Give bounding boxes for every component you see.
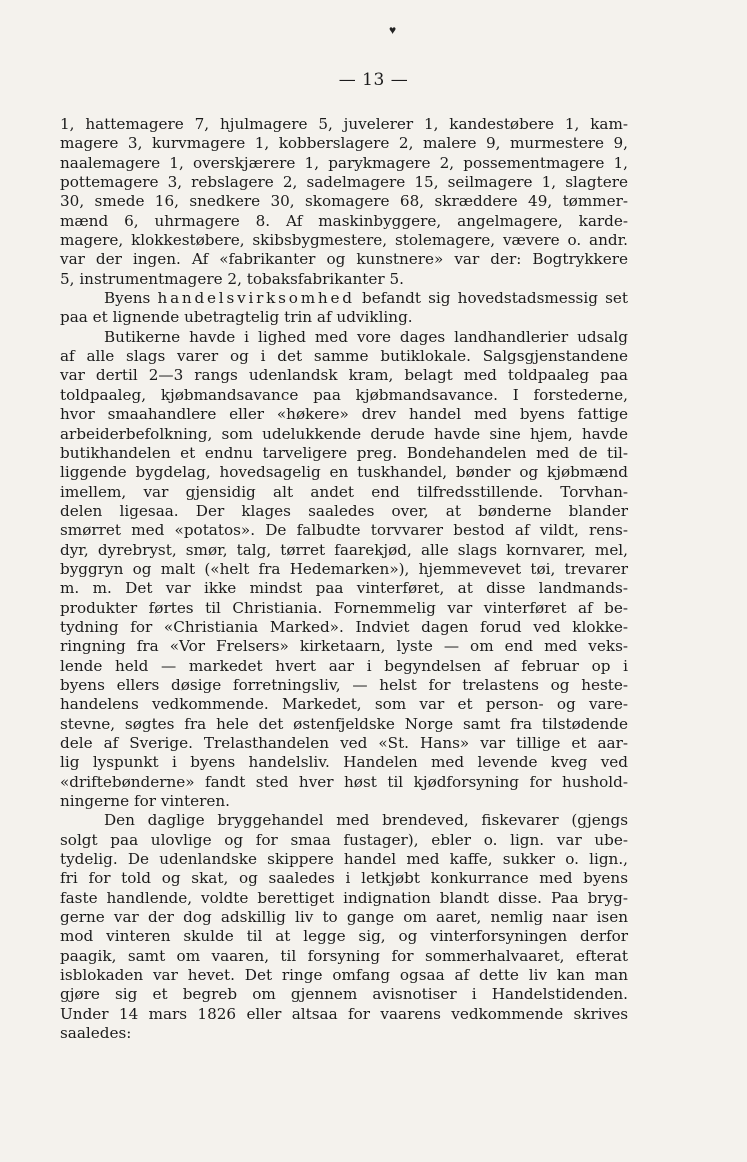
text-segment: imellem, var gjensidig alt andet end tilfredsstillende. Torvhan- xyxy=(60,482,628,501)
text-segment: toldpaaleg, kjøbmandsavance paa kjøbmandsavance. I forstederne, xyxy=(60,385,628,404)
text-segment: «driftebønderne» fandt sted hver høst til kjødforsyning for hushold- xyxy=(60,772,628,791)
text-line xyxy=(60,366,628,385)
text-line xyxy=(60,908,628,927)
text-line xyxy=(60,308,628,327)
text-segment: smørret med «potatos». De falbudte torvvarer bestod af vildt, rens- xyxy=(60,521,628,540)
text-segment: liggende bygdelag, hovedsagelig en tuskhandel, bønder og kjøbmænd xyxy=(60,463,628,482)
text-line xyxy=(60,250,628,269)
text-line xyxy=(60,192,628,211)
text-segment: handelens vedkommende. Markedet, som var et person- og vare- xyxy=(60,695,628,714)
text-segment: tydelig. De udenlandske skippere handel med kaffe, sukker o. lign., xyxy=(60,850,628,869)
text-segment: pottemagere 3, rebslagere 2, sadelmagere 15, seilmagere 1, slagtere xyxy=(60,173,628,192)
text-line xyxy=(60,850,628,869)
text-segment: produkter førtes til Christiania. Fornemmelig var vinterføret af be- xyxy=(60,598,628,617)
text-line xyxy=(60,947,628,966)
text-line xyxy=(60,347,628,366)
text-line xyxy=(60,521,628,540)
corner-mark: ♥ xyxy=(389,23,397,37)
text-segment: gerne var der dog adskillig liv to gange om aaret, nemlig naar isen xyxy=(60,908,628,927)
text-segment: byens ellers døsige forretningsliv, — helst for trelastens og heste- xyxy=(60,675,628,694)
text-segment: 5, instrumentmagere 2, tobaksfabrikanter 5. xyxy=(60,269,404,288)
text-segment: mænd 6, uhrmagere 8. Af maskinbyggere, angelmagere, karde- xyxy=(60,211,628,230)
text-line xyxy=(60,792,628,811)
text-segment: mod vinteren skulde til at legge sig, og vinterforsyningen derfor xyxy=(60,927,628,946)
text-segment: 30, smede 16, snedkere 30, skomagere 68, skræddere 49, tømmer- xyxy=(60,192,628,211)
text-line xyxy=(60,1005,628,1024)
text-segment: dyr, dyrebryst, smør, talg, tørret faarekjød, alle slags kornvarer, mel, xyxy=(60,540,628,559)
text-segment: Butikerne havde i lighed med vore dages landhandlerier udsalg xyxy=(104,327,628,346)
text-line xyxy=(60,869,628,888)
text-line xyxy=(60,773,628,792)
text-line xyxy=(60,289,628,308)
text-line xyxy=(60,811,628,830)
text-line xyxy=(60,831,628,850)
text-line xyxy=(60,695,628,714)
text-line xyxy=(60,328,628,347)
text-segment: solgt paa ulovlige og for smaa fustager), ebler o. lign. var ube- xyxy=(60,830,628,849)
text-line xyxy=(60,657,628,676)
text-segment: 1, hattemagere 7, hjulmagere 5, juvelerer 1, kandestøbere 1, kam- xyxy=(60,115,628,133)
text-segment: delen ligesaa. Der klages saaledes over, at bønderne blander xyxy=(60,501,628,520)
text-segment: var der ingen. Af «fabrikanter og kunstnere» var der: Bogtrykkere xyxy=(60,250,628,269)
text-line xyxy=(60,115,628,134)
text-segment: faste handlende, voldte berettiget indignation blandt disse. Paa bryg- xyxy=(60,888,628,907)
text-line xyxy=(60,579,628,598)
body-text xyxy=(60,115,628,1044)
text-segment: var dertil 2—3 rangs udenlandsk kram, belagt med toldpaaleg paa xyxy=(60,366,628,385)
text-segment: Den daglige bryggehandel med brendeved, fiskevarer (gjengs xyxy=(104,811,628,830)
text-line xyxy=(60,637,628,656)
text-line xyxy=(60,405,628,424)
text-line xyxy=(60,753,628,772)
text-segment: byggryn og malt («helt fra Hedemarken»), hjemmevevet tøi, trevarer xyxy=(60,559,628,578)
text-segment: paa et lignende ubetragtelig trin af udvikling. xyxy=(60,308,413,327)
text-segment: paagik, samt om vaaren, til forsyning for sommerhalvaaret, efterat xyxy=(60,946,628,965)
text-line xyxy=(60,560,628,579)
text-line xyxy=(60,270,628,289)
text-segment: ringning fra «Vor Frelsers» kirketaarn, lyste — om end med veks- xyxy=(60,637,628,656)
text-line xyxy=(60,502,628,521)
text-segment: Under 14 mars 1826 eller altsaa for vaarens vedkommende skrives xyxy=(60,1004,628,1023)
text-segment: gjøre sig et begreb om gjennem avisnotiser i Handelstidenden. xyxy=(60,985,628,1004)
emphasized-word: handelsvirksomhed xyxy=(157,289,355,308)
text-segment: af alle slags varer og i det samme butiklokale. Salgsgjenstandene xyxy=(60,347,628,366)
text-segment: Byens xyxy=(104,289,158,308)
text-segment: tydning for «Christiania Marked». Indviet dagen forud ved klokke- xyxy=(60,617,628,636)
text-line xyxy=(60,1024,628,1043)
text-segment: naalemagere 1, overskjærere 1, parykmagere 2, possementmagere 1, xyxy=(60,153,628,172)
text-segment: m. m. Det var ikke mindst paa vinterføret, at disse landmands- xyxy=(60,579,628,598)
text-segment: magere, klokkestøbere, skibsbygmestere, stolemagere, vævere o. andr. xyxy=(60,231,628,250)
text-line xyxy=(60,483,628,502)
text-line xyxy=(60,676,628,695)
text-segment: isblokaden var hevet. Det ringe omfang ogsaa af dette liv kan man xyxy=(60,966,628,985)
text-line xyxy=(60,134,628,153)
text-line xyxy=(60,541,628,560)
text-line xyxy=(60,599,628,618)
text-line xyxy=(60,985,628,1004)
text-line xyxy=(60,927,628,946)
text-line xyxy=(60,463,628,482)
page-number: — 13 — xyxy=(338,70,409,90)
text-line xyxy=(60,734,628,753)
text-line xyxy=(60,444,628,463)
text-line xyxy=(60,715,628,734)
text-segment: magere 3, kurvmagere 1, kobberslagere 2, malere 9, murmestere 9, xyxy=(60,134,628,153)
text-segment: befandt sig hovedstadsmessig set xyxy=(354,289,628,308)
text-line xyxy=(60,173,628,192)
text-segment: fri for told og skat, og saaledes i letkjøbt konkurrance med byens xyxy=(60,869,628,888)
text-line xyxy=(60,425,628,444)
text-segment: lig lyspunkt i byens handelsliv. Handelen med levende kveg ved xyxy=(60,753,628,772)
text-segment: lende held — markedet hvert aar i begyndelsen af februar op i xyxy=(60,656,628,675)
text-segment: arbeiderbefolkning, som udelukkende derude havde sine hjem, havde xyxy=(60,424,628,443)
text-segment: saaledes: xyxy=(60,1024,132,1043)
text-line xyxy=(60,889,628,908)
text-line xyxy=(60,966,628,985)
text-segment: butikhandelen et endnu tarveligere preg. Bondehandelen med de til- xyxy=(60,443,628,462)
text-segment: hvor smaahandlere eller «høkere» drev handel med byens fattige xyxy=(60,405,628,424)
text-segment: stevne, søgtes fra hele det østenfjeldske Norge samt fra tilstødende xyxy=(60,714,628,733)
text-line xyxy=(60,231,628,250)
text-line xyxy=(60,618,628,637)
text-line xyxy=(60,154,628,173)
text-segment: dele af Sverige. Trelasthandelen ved «St. Hans» var tillige et aar- xyxy=(60,734,628,752)
text-line xyxy=(60,386,628,405)
text-segment: ningerne for vinteren. xyxy=(60,792,231,811)
text-line xyxy=(60,212,628,231)
